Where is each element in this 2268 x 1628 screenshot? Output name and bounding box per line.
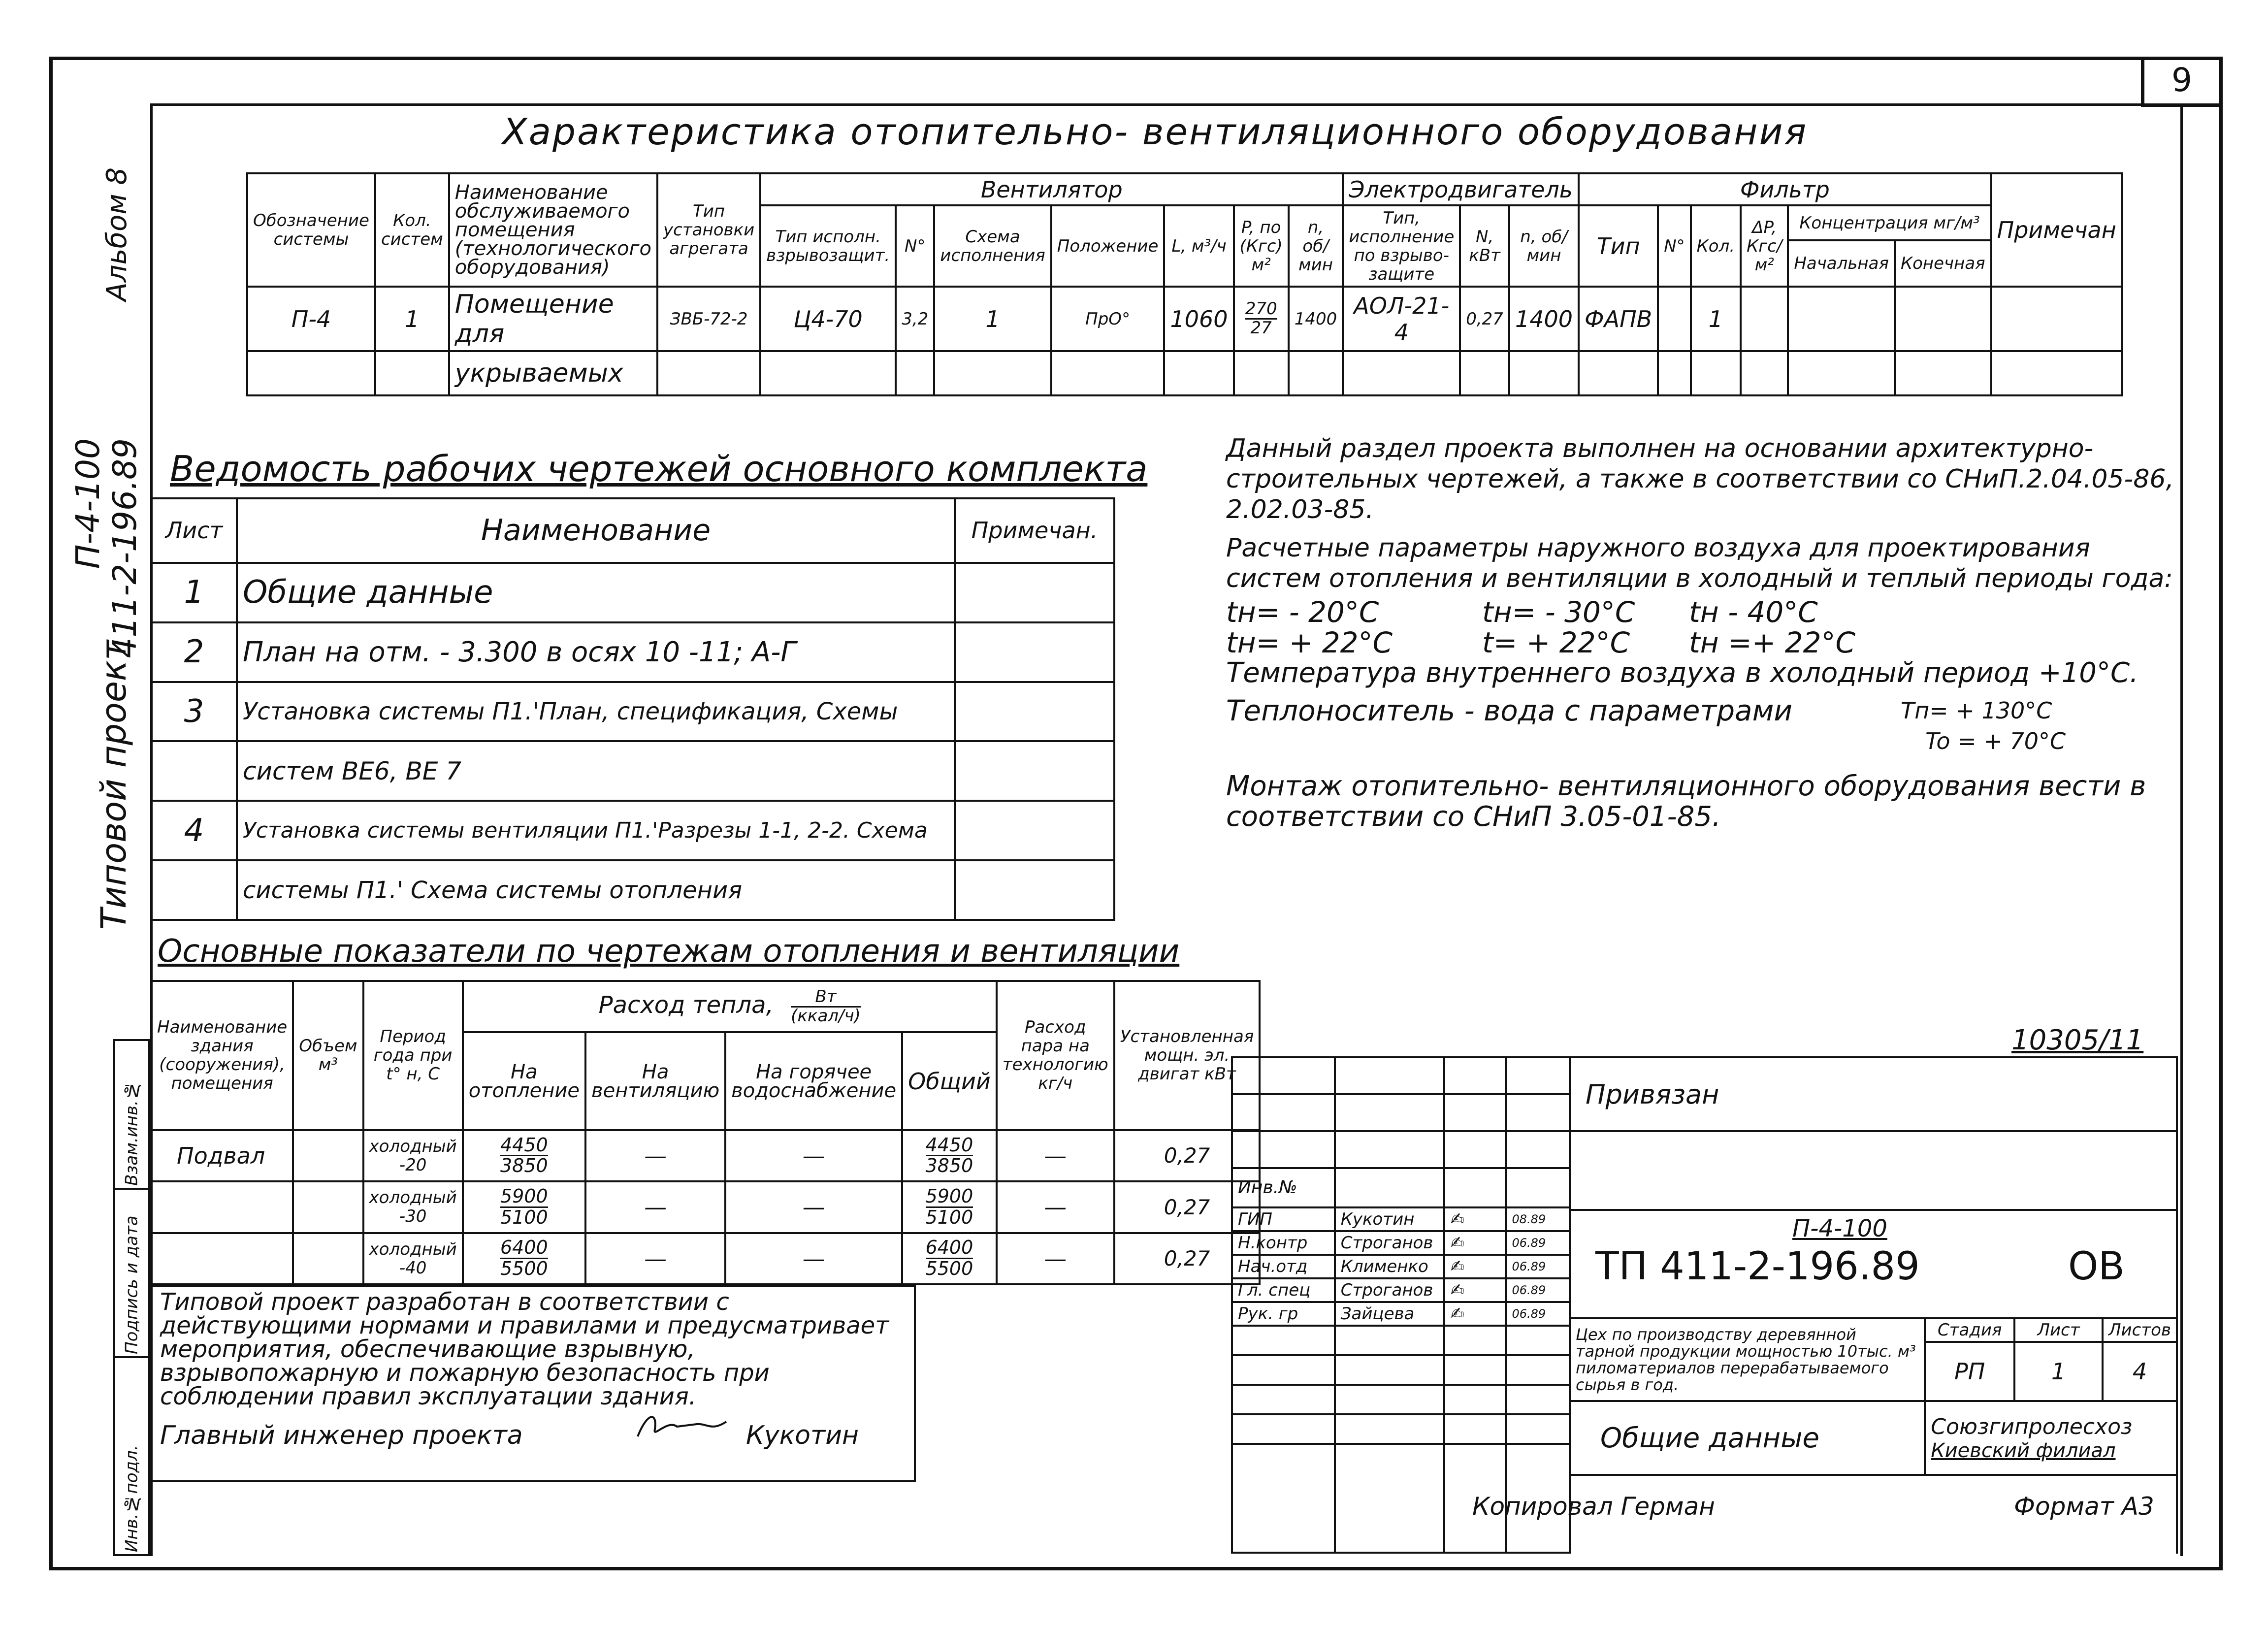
row-note <box>1991 287 2122 351</box>
notes-para2: Расчетные параметры наружного воздуха для проектирования систем отопления и вентиляции в холодный и теплый периоды года: <box>1226 533 2173 593</box>
drawings-row-sheet: 2 <box>151 622 237 682</box>
ind-vent: — <box>585 1181 725 1233</box>
tb-doc-name: Общие данные <box>1570 1401 1925 1475</box>
drawings-row-note <box>955 682 1114 742</box>
drawings-row-note <box>955 860 1114 920</box>
drawings-row-name: Установка системы вентиляции П1.'Разрезы 1-1, 2-2. Схема <box>237 801 955 860</box>
hdr-conc-start: Начальная <box>1788 240 1895 287</box>
drawings-hdr-note: Примечан. <box>955 498 1114 563</box>
tb-sheets: 4 <box>2103 1342 2177 1401</box>
notes-para5: Монтаж отопительно- вентиляционного оборудования вести в соответствии со СНиП 3.05-01-85. <box>1226 770 2146 833</box>
project-prefix-label: Типовой проект <box>94 640 134 930</box>
title-block-right <box>1569 1056 2178 1554</box>
tb-grid <box>1335 1355 1445 1385</box>
ind-hdr-heat-group <box>463 981 997 1032</box>
row2-c5 <box>760 351 896 395</box>
ind-steam: — <box>997 1233 1114 1284</box>
tb-grid <box>1444 1094 1506 1131</box>
tb-grid <box>1335 1414 1445 1444</box>
tb-grid <box>1444 1355 1506 1385</box>
tb-code-top: П-4-100 <box>1792 1215 1887 1242</box>
row-fan-scheme: 1 <box>934 287 1051 351</box>
drawings-title: Ведомость рабочих чертежей основного комплекта <box>170 448 1148 489</box>
ind-period <box>363 1181 463 1233</box>
ind-period <box>363 1233 463 1284</box>
temp-cold-3: tн - 40°С <box>1689 595 1818 629</box>
row-fan-n: 1400 <box>1289 287 1343 351</box>
tb-grid <box>1444 1326 1506 1355</box>
temp-cold-2: tн= - 30°С <box>1482 595 1635 629</box>
hdr-fan-n: n, об/мин <box>1289 205 1343 287</box>
temp-warm-2: t= + 22°С <box>1482 626 1630 659</box>
ind-hotwater: — <box>725 1130 902 1181</box>
drawings-row-name: системы П1.' Схема системы отопления <box>237 860 955 920</box>
hdr-fan-type: Тип исполн. взрывозащит. <box>760 205 896 287</box>
ind-volume <box>293 1233 363 1284</box>
notes-para3: Температура внутреннего воздуха в холодный период +10°С. <box>1226 657 2138 689</box>
ind-heating-bottom: 5500 <box>500 1258 548 1280</box>
row2-c7 <box>934 351 1051 395</box>
sheet-number: 9 <box>2141 57 2219 107</box>
ind-hdr-steam: Расход пара на технологию кг/ч <box>997 981 1114 1130</box>
hdr-fan-P: P, по (Кгс) м² <box>1234 205 1289 287</box>
tb-sign: ✍ <box>1444 1207 1506 1231</box>
tb-person: Зайцева <box>1335 1302 1445 1326</box>
tb-object: Цех по производству деревянной тарной продукции мощностью 10тыс. м³ пиломатериалов перерабатываемого сырья в год. <box>1570 1318 1925 1401</box>
row2-c8 <box>1051 351 1165 395</box>
compliance-signature-line <box>160 1409 904 1450</box>
hdr-motor-N: N, кВт <box>1460 205 1509 287</box>
ind-hdr-heat-unit-top: Вт <box>791 988 861 1008</box>
drawings-hdr-name: Наименование <box>237 498 955 563</box>
tb-date: 06.89 <box>1506 1278 1570 1302</box>
hdr-fan-group: Вентилятор <box>760 173 1343 205</box>
ind-period-bottom: -20 <box>399 1155 427 1175</box>
tb-grid <box>1506 1094 1570 1131</box>
tb-grid <box>1232 1131 1335 1168</box>
tb-date: 06.89 <box>1506 1255 1570 1278</box>
notes-temps-warm <box>1226 627 2176 658</box>
row-room-line2: укрываемых <box>449 351 657 395</box>
row-filter-dp <box>1741 287 1788 351</box>
equipment-title: Характеристика отопительно- вентиляционного оборудования <box>502 111 1808 153</box>
ind-period <box>363 1130 463 1181</box>
tb-sign: ✍ <box>1444 1278 1506 1302</box>
drawings-row-note <box>955 801 1114 860</box>
row-motor-n: 1400 <box>1509 287 1579 351</box>
hdr-filter-qty: Кол. <box>1691 205 1741 287</box>
tb-grid <box>1232 1385 1335 1414</box>
ind-hdr-name: Наименование здания (сооружения), помещения <box>151 981 293 1130</box>
tb-grid <box>1506 1385 1570 1414</box>
ind-period-top: холодный <box>369 1239 457 1259</box>
tb-grid <box>1335 1131 1445 1168</box>
tb-role: Рук. гр <box>1232 1302 1335 1326</box>
ind-hotwater: — <box>725 1181 902 1233</box>
tb-sheet: 1 <box>2014 1342 2103 1401</box>
ind-hdr-heat-label: Расход тепла, <box>598 991 774 1019</box>
tb-date: 06.89 <box>1506 1302 1570 1326</box>
tb-sheets-label: Листов <box>2103 1318 2177 1342</box>
drawings-row-sheet: 1 <box>151 563 237 622</box>
compliance-box <box>150 1285 916 1482</box>
row2-c14 <box>1509 351 1579 395</box>
tb-person: Кукотин <box>1335 1207 1445 1231</box>
tb-date: 06.89 <box>1506 1231 1570 1255</box>
tb-org <box>1925 1401 2177 1475</box>
tb-grid <box>1335 1057 1445 1094</box>
ind-building-empty <box>151 1181 293 1233</box>
drawings-row-name: систем ВЕ6, ВЕ 7 <box>237 741 955 801</box>
ind-heating <box>463 1130 585 1181</box>
tb-person: Строганов <box>1335 1231 1445 1255</box>
tb-grid <box>1444 1414 1506 1444</box>
tb-grid <box>1232 1094 1335 1131</box>
hdr-fan-L: L, м³/ч <box>1164 205 1233 287</box>
ind-hdr-power: Установленная мощн. эл. двигат кВт <box>1114 981 1260 1130</box>
hdr-designation: Обозначение системы <box>247 173 375 287</box>
project-code-bottom: 411-2-196.89 <box>106 438 144 658</box>
drawings-row-sheet <box>151 860 237 920</box>
hdr-filter-dp: ΔP, Кгс/м² <box>1741 205 1788 287</box>
notes-temps-cold <box>1226 597 2176 627</box>
row-filter-no <box>1658 287 1690 351</box>
compliance-signature <box>633 1409 746 1450</box>
stamp-zam: Взам.инв.№ <box>114 1040 149 1189</box>
temp-cold-1: tн= - 20°С <box>1226 595 1379 629</box>
tb-stage: РП <box>1925 1342 2014 1401</box>
tb-org-line1: Союзгипролесхоз <box>1931 1414 2133 1439</box>
tb-date: 08.89 <box>1506 1207 1570 1231</box>
ind-hdr-hotwater: На горячее водоснабжение <box>725 1032 902 1130</box>
ind-hdr-total: Общий <box>902 1032 997 1130</box>
drawings-row-name: Установка системы П1.'План, спецификация, Схемы <box>237 682 955 742</box>
ind-total-bottom: 5500 <box>925 1258 973 1280</box>
hdr-fan-no: N° <box>896 205 934 287</box>
tb-role: Нач.отд <box>1232 1255 1335 1278</box>
drawings-row-name: План на отм. - 3.300 в осях 10 -11; А-Г <box>237 622 955 682</box>
drawings-row-sheet <box>151 741 237 801</box>
tb-grid <box>1335 1385 1445 1414</box>
tb-grid <box>1232 1355 1335 1385</box>
hdr-conc-end: Конечная <box>1895 240 1991 287</box>
row2-c17 <box>1691 351 1741 395</box>
drawings-row-note <box>955 563 1114 622</box>
tb-grid <box>1232 1414 1335 1444</box>
tb-sign: ✍ <box>1444 1302 1506 1326</box>
tb-grid <box>1506 1355 1570 1385</box>
row-conc-end <box>1895 287 1991 351</box>
tb-grid <box>1506 1326 1570 1355</box>
row2-c19 <box>1788 351 1895 395</box>
row-unit-type: ЗВБ-72-2 <box>657 287 760 351</box>
album-label: Альбом 8 <box>101 167 133 301</box>
ind-power: 0,27 <box>1114 1130 1260 1181</box>
row2-c21 <box>1991 351 2122 395</box>
row-fan-position: ПрО° <box>1051 287 1165 351</box>
compliance-signer-name: Кукотин <box>746 1421 859 1450</box>
ind-period-top: холодный <box>369 1136 457 1156</box>
ind-hdr-volume: Объем м³ <box>293 981 363 1130</box>
row2-c11 <box>1289 351 1343 395</box>
tb-grid <box>1444 1131 1506 1168</box>
hdr-note: Примечан <box>1991 173 2122 287</box>
hdr-fan-scheme: Схема исполнения <box>934 205 1051 287</box>
row-fan-L: 1060 <box>1164 287 1233 351</box>
hdr-filter-no: N° <box>1658 205 1690 287</box>
hdr-fan-position: Положение <box>1051 205 1165 287</box>
stamp-strip <box>113 1039 150 1556</box>
row2-c13 <box>1460 351 1509 395</box>
project-code-top: П-4-100 <box>69 438 107 569</box>
compliance-text: Типовой проект разработан в соответствии с действующими нормами и правилами и предусматривает мероприятия, обеспечивающие взрывную, взрывопожарную и пожарную безопасность при соблюдении правил эксплуатации здания. <box>160 1288 889 1410</box>
ind-total-bottom: 5100 <box>925 1206 973 1228</box>
hdr-filter-type: Тип <box>1579 205 1658 287</box>
drawings-row-note <box>955 741 1114 801</box>
tb-grid <box>1506 1131 1570 1168</box>
tb-person: Строганов <box>1335 1278 1445 1302</box>
drawings-table <box>150 497 1115 921</box>
tb-grid <box>1335 1444 1445 1553</box>
tb-privyazan: Привязан <box>1570 1057 2177 1131</box>
row2-c15 <box>1579 351 1658 395</box>
ind-hdr-vent: На вентиляцию <box>585 1032 725 1130</box>
row-motor-type: АОЛ-21-4 <box>1343 287 1460 351</box>
drawings-row-name: Общие данные <box>237 563 955 622</box>
tb-role: Н.контр <box>1232 1231 1335 1255</box>
tb-sheet-label: Лист <box>2014 1318 2103 1342</box>
footer-copied: Копировал Герман <box>1472 1492 1715 1521</box>
footer-format: Формат А3 <box>2014 1492 2154 1521</box>
drawings-hdr-sheet: Лист <box>151 498 237 563</box>
row-room-line1: Помещение для <box>449 287 657 351</box>
ind-total-top: 4450 <box>925 1134 973 1156</box>
notes-para4 <box>1226 695 2176 726</box>
tb-grid <box>1506 1168 1570 1207</box>
ind-heating-top: 6400 <box>500 1237 548 1259</box>
tb-grid <box>1444 1168 1506 1207</box>
ind-vent: — <box>585 1130 725 1181</box>
ind-volume <box>293 1130 363 1181</box>
ind-total-bottom: 3850 <box>925 1155 973 1177</box>
temp-warm-3: tн =+ 22°С <box>1689 626 1856 659</box>
row-fan-type: Ц4-70 <box>760 287 896 351</box>
stamp-sign: Подпись и дата <box>114 1189 149 1357</box>
tb-org-line2: Киевский филиал <box>1931 1439 2116 1462</box>
tb-grid <box>1232 1444 1335 1553</box>
notes-para1: Данный раздел проекта выполнен на основании архитектурно-строительных чертежей, а также в соответствии со СНиП.2.04.05-86, 2.02.03-85. <box>1226 434 2174 524</box>
row2-count <box>375 351 449 395</box>
drawings-row-sheet: 3 <box>151 682 237 742</box>
tb-empty <box>1570 1131 2177 1210</box>
ind-building-empty <box>151 1233 293 1284</box>
row-fan-P-top: 270 <box>1245 299 1277 319</box>
row-filter-qty: 1 <box>1691 287 1741 351</box>
hdr-motor-type: Тип, исполнение по взрыво-защите <box>1343 205 1460 287</box>
ind-hdr-heating: На отопление <box>463 1032 585 1130</box>
tb-role: Гл. спец <box>1232 1278 1335 1302</box>
row-conc-start <box>1788 287 1895 351</box>
row-motor-N: 0,27 <box>1460 287 1509 351</box>
notes-tp: Tп= + 130°С <box>1901 697 2052 724</box>
ind-total-top: 6400 <box>925 1237 973 1259</box>
ind-volume <box>293 1181 363 1233</box>
ind-total <box>902 1130 997 1181</box>
tb-code-main: ТП 411-2-196.89 <box>1595 1244 1920 1289</box>
row-fan-P <box>1234 287 1289 351</box>
tb-inv: Инв.№ <box>1232 1168 1335 1207</box>
hdr-unit-type: Тип установки агрегата <box>657 173 760 287</box>
tb-person: Клименко <box>1335 1255 1445 1278</box>
row2-c9 <box>1164 351 1233 395</box>
drawings-row-note <box>955 622 1114 682</box>
tb-grid <box>1506 1057 1570 1094</box>
row2-c18 <box>1741 351 1788 395</box>
tb-grid <box>1335 1326 1445 1355</box>
row2-c12 <box>1343 351 1460 395</box>
tb-grid <box>1232 1057 1335 1094</box>
hdr-filter-group: Фильтр <box>1579 173 1991 205</box>
title-block-number: 10305/11 <box>2011 1024 2144 1056</box>
hdr-count: Кол. систем <box>375 173 449 287</box>
ind-period-bottom: -30 <box>399 1206 427 1227</box>
ind-heating-bottom: 3850 <box>500 1155 548 1177</box>
row2-c4 <box>657 351 760 395</box>
row2-c20 <box>1895 351 1991 395</box>
tb-grid <box>1335 1094 1445 1131</box>
compliance-signer-role: Главный инженер проекта <box>160 1421 523 1450</box>
ind-heating <box>463 1181 585 1233</box>
hdr-conc: Концентрация мг/м³ <box>1788 205 1991 240</box>
row-fan-P-bottom: 27 <box>1250 318 1272 338</box>
ind-power: 0,27 <box>1114 1181 1260 1233</box>
row-filter-type: ФАПВ <box>1579 287 1658 351</box>
ind-heating-top: 4450 <box>500 1134 548 1156</box>
tb-code-mark: ОВ <box>2068 1244 2125 1289</box>
tb-stage-label: Стадия <box>1925 1318 2014 1342</box>
ind-vent: — <box>585 1233 725 1284</box>
ind-total <box>902 1233 997 1284</box>
drawings-row-sheet: 4 <box>151 801 237 860</box>
row-count: 1 <box>375 287 449 351</box>
temp-warm-1: tн= + 22°С <box>1226 626 1393 659</box>
ind-steam: — <box>997 1181 1114 1233</box>
ind-period-top: холодный <box>369 1188 457 1208</box>
row2-c6 <box>896 351 934 395</box>
signature-mark <box>633 1409 731 1444</box>
row2-c16 <box>1658 351 1690 395</box>
tb-sign: ✍ <box>1444 1255 1506 1278</box>
tb-grid <box>1444 1385 1506 1414</box>
row-designation: П-4 <box>247 287 375 351</box>
ind-power: 0,27 <box>1114 1233 1260 1284</box>
ind-total-top: 5900 <box>925 1185 973 1207</box>
notes-para4a: Теплоноситель - вода с параметрами <box>1226 694 1793 727</box>
ind-heating <box>463 1233 585 1284</box>
ind-hdr-heat-unit-bottom: (ккал/ч) <box>791 1006 861 1026</box>
indicators-title: Основные показатели по чертежам отопления и вентиляции <box>158 933 1180 970</box>
ind-hdr-period: Период года при t° н, С <box>363 981 463 1130</box>
hdr-motor-group: Электродвигатель <box>1343 173 1579 205</box>
equipment-table <box>246 172 2123 396</box>
hdr-room: Наименование обслуживаемого помещения (технологического оборудования) <box>449 173 657 287</box>
indicators-table <box>150 980 1261 1285</box>
tb-grid <box>1335 1168 1445 1207</box>
ind-hotwater: — <box>725 1233 902 1284</box>
ind-building: Подвал <box>151 1130 293 1181</box>
hdr-motor-n: n, об/мин <box>1509 205 1579 287</box>
notes-to: To = + 70°С <box>1925 728 2066 754</box>
ind-steam: — <box>997 1130 1114 1181</box>
ind-heating-top: 5900 <box>500 1185 548 1207</box>
stamp-inv: Инв.№подл. <box>114 1357 149 1555</box>
tb-role: ГИП <box>1232 1207 1335 1231</box>
ind-total <box>902 1181 997 1233</box>
row2-designation <box>247 351 375 395</box>
title-block-left <box>1231 1056 1571 1554</box>
tb-sign: ✍ <box>1444 1231 1506 1255</box>
ind-period-bottom: -40 <box>399 1258 427 1278</box>
ind-heating-bottom: 5100 <box>500 1206 548 1228</box>
tb-grid <box>1232 1326 1335 1355</box>
row-fan-no: 3,2 <box>896 287 934 351</box>
tb-code-cell <box>1570 1210 2177 1318</box>
row2-c10 <box>1234 351 1289 395</box>
tb-grid <box>1506 1414 1570 1444</box>
notes-block <box>1226 433 2176 832</box>
tb-grid <box>1444 1057 1506 1094</box>
